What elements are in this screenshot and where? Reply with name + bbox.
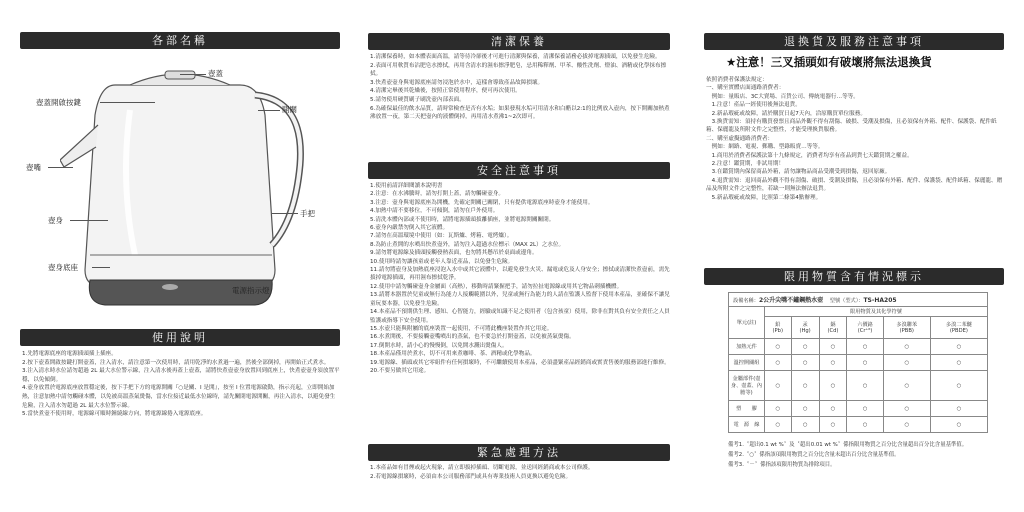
emergency-item: 1.本產品如有冒煙或起火現象，請立即拔掉插頭、切斷電源，並送回經銷商或本公司修護。 bbox=[370, 465, 594, 471]
unit-header: 單元(註) bbox=[729, 307, 765, 339]
device-label: 設備名稱： bbox=[733, 298, 759, 304]
returns-item: 依照消費者保護法規定： bbox=[706, 77, 768, 83]
note-item: 備考1.〝超出0.1 wt %〞及〝超出0.01 wt %〞係指限用物質之百分比含量超出百分比含量基準值。 bbox=[728, 442, 968, 448]
cleaning-item: 6.為確保最佳的飲水品質，請時常檢查是否有水垢；如果發現水垢可用清水和白醋以2:1的比例放入壺內，按下開關加熱煮沸放置一夜，第二天把壺內的液體倒掉，再用清水煮沸1~2次即可。 bbox=[370, 105, 670, 121]
safety-item: 12.使用中請勿觸碰壺身金屬面（高熱），移動時請緊握把手，請勿拉扯電源線或用其它物品刺插機體。 bbox=[370, 283, 623, 290]
model-value: TS-HA205 bbox=[863, 297, 897, 304]
col-pb: 鉛 (Pb) bbox=[765, 317, 792, 339]
emergency-list bbox=[370, 464, 670, 481]
safety-item: 5.清洗本體內部或不使用時，請將電源插頭拔離插座，並將電源開關關閉。 bbox=[370, 216, 555, 223]
returns-item: 2.注意！鑑賞期，非試用期！ bbox=[706, 161, 785, 168]
safety-item: 7.請勿在高溫環境中使用（如：瓦斯爐、烤箱、電烤爐）。 bbox=[370, 233, 513, 240]
safety-item: 2.注意：在水沸騰時，請勿打開上蓋，請勿觸碰壺身。 bbox=[370, 191, 504, 198]
restricted-table-wrap bbox=[728, 292, 988, 433]
col-pbde: 多溴二苯醚 (PBDE) bbox=[930, 317, 987, 339]
safety-item: 17.倒開水時，請小心的慢慢倒，以免開水濺出燙傷人。 bbox=[370, 342, 508, 349]
safety-list bbox=[370, 182, 670, 375]
col-hg: 汞 (Hg) bbox=[791, 317, 819, 339]
safety-item: 20.不要另做其它用途。 bbox=[370, 367, 430, 374]
returns-item: 3.換貨需知：須持有購買發票且商品外觀不得有刮傷、破損、受潮及損傷，且必須保有外箱、配件、保護袋、配件紙箱、保麗龍及所附文件之完整性，才能受理換貨服務。 bbox=[706, 119, 997, 134]
label-handle: 手把 bbox=[300, 209, 315, 218]
safety-item: 14.本產品不預期供生理、感知、心智能力，經驗或知識不足之使用者（包含孩童）使用，除非在對其負有安全責任之人員監護或指導下安全使用。 bbox=[370, 309, 670, 324]
kettle-illustration bbox=[60, 55, 310, 315]
leader-indicator bbox=[180, 290, 230, 291]
note-item: 備考2.〝○〞係指該項限用物質之百分比含量未超出百分比含量基準值。 bbox=[728, 452, 900, 458]
restricted-table bbox=[728, 292, 988, 433]
label-lid: 壺蓋 bbox=[208, 69, 223, 78]
safety-item: 6.壺身內嚴禁勿倒入其它液體。 bbox=[370, 225, 449, 232]
leader-lid bbox=[180, 74, 206, 75]
leader-switch bbox=[258, 110, 280, 111]
leader-base bbox=[92, 267, 110, 268]
leader-spout bbox=[48, 167, 73, 168]
leader-lid-button bbox=[100, 102, 155, 103]
safety-item: 18.本產品僅用於煮水，切不可用來煮咖啡、茶、酒精或化學物品。 bbox=[370, 351, 536, 358]
returns-item: 5.新品瑕疵或故障，比照第二條第4點辦理。 bbox=[706, 194, 822, 201]
parts-header: 各部名稱 bbox=[20, 32, 340, 49]
safety-item: 11.請勿將壺身及加熱底座浸泡入水中或其它液體中，以避免發生火災、漏電或危及人身安全；擦拭或清潔快煮壺前，需先拔掉電源插頭，再用濕布擦拭乾淨。 bbox=[370, 267, 670, 282]
safety-header: 安全注意事項 bbox=[368, 162, 670, 179]
safety-item: 4.加熱中請不要移位，不可傾倒，請勿在戶外使用。 bbox=[370, 208, 499, 215]
safety-item: 19.電源線、插頭或其它零組件有任何損壞時，不可繼續使用本產品，必須盡緊產品經銷商或實責售後的服務部進行維修。 bbox=[370, 359, 670, 366]
returns-list bbox=[706, 76, 1004, 202]
label-base: 壺身底座 bbox=[48, 263, 78, 272]
usage-item: 4.壺身放置於電源底座放置穩定後，按下手把下方的電源開關『○是關、I 是開』，按至 I 位置電源啟動，指示亮起，立即開始加熱，注意加熱中請勿觸碰本體，以免被高溫蒸氣燙傷，當水位接近最低水位線時，請先關閉電源開關，再注入清水，以避免發生危險，注入清水勿超過 2L 最大水位警示線。 bbox=[22, 385, 336, 409]
cleaning-item: 5.請勿使用硬質刷子刷洗壺內部表面。 bbox=[370, 96, 465, 103]
safety-item: 8.為防止煮開的水噴出快煮壺外，請勿注入超過水位標示（MAX 2L）之水位。 bbox=[370, 241, 565, 248]
emergency-item: 2.若電源線損壞時，必須由本公司服務部門或具有專業技術人員更換以避免危險。 bbox=[370, 473, 572, 480]
usage-item: 3.注入清水時水位請勿超過 2L 最大水位警示線，注入清水後再蓋上壺蓋，請將快煮壺壺身放置回到底座上，快煮壺壺身須放置平穩，以免傾倒。 bbox=[22, 368, 340, 383]
table-row: 溫控開關組 ○ ○ ○ ○ ○ ○ bbox=[729, 355, 988, 371]
table-row: 塑 膠 ○ ○ ○ ○ ○ ○ bbox=[729, 401, 988, 417]
table-row: 加熱元件 ○ ○ ○ ○ ○ ○ bbox=[729, 339, 988, 355]
leader-body bbox=[70, 220, 108, 221]
note-item: 備考3.〝－〞係指該項限用物質為排除項目。 bbox=[728, 462, 836, 468]
label-body: 壺身 bbox=[48, 216, 63, 225]
table-row: 金屬部件(壺身、壺蓋、內膽等) ○ ○ ○ ○ ○ ○ bbox=[729, 371, 988, 401]
cleaning-item: 3.快煮壺壺身與電源底座請勿浸泡於水中，這樣會導致產品故障損壞。 bbox=[370, 79, 544, 86]
leader-handle bbox=[272, 213, 298, 214]
plug-warning: ★注意！三叉插頭如有破壞將無法退換貨 bbox=[726, 55, 932, 69]
usage-item: 1.先將電源底座的電源插頭插上插座。 bbox=[22, 351, 117, 357]
safety-item: 3.注意：壺身與電源底座為開機，先確定開關已關閉，只有提供電源底座時壺身才能使用。 bbox=[370, 199, 594, 206]
col-cd: 鎘 (Cd) bbox=[819, 317, 847, 339]
label-lid-button: 壺蓋開啟按鍵 bbox=[36, 98, 81, 107]
returns-header: 退換貨及服務注意事項 bbox=[704, 33, 1004, 50]
cleaning-header: 清潔保養 bbox=[368, 33, 670, 50]
col-cr6: 六價鉻 (Cr⁺⁶) bbox=[847, 317, 884, 339]
col-pbb: 多溴聯苯 (PBB) bbox=[883, 317, 930, 339]
label-spout: 壺嘴 bbox=[26, 163, 41, 172]
usage-item: 2.按下壺蓋開啟按鍵打開壺蓋，注入清水，請注意第一次使用時，請用乾淨的水煮過一遍，然後全部倒掉，再開始正式煮水。 bbox=[22, 359, 330, 366]
returns-item: 2.新品瑕疵或故障，請於購買日起7天內，洽原購買單位服務。 bbox=[706, 110, 866, 117]
returns-item: 3.在鑑賞期內保留商品外箱，請勿讓物品商品受潮受到損傷，返回原廠。 bbox=[706, 169, 891, 176]
usage-header: 使用說明 bbox=[20, 329, 340, 346]
safety-item: 13.請將本器置於兒童或無行為能力人接觸範圍以外，兒童或無行為能力的人請在監護人監督下使用本產品，並確保不讓兒童玩耍本器，以免發生危險。 bbox=[370, 292, 670, 307]
safety-item: 9.請勿將電源線及插頭接觸發熱表面，也勿將其懸吊於桌面或邊角。 bbox=[370, 250, 538, 257]
returns-item: 1.商用於消費者保護法第十九條規定，消費者均享有產品到貨七天鑑賞期之權益。 bbox=[706, 152, 913, 159]
safety-item: 10.使用時請勿讓孩童或老年人靠近產品，以免發生危險。 bbox=[370, 258, 514, 265]
cleaning-list bbox=[370, 53, 670, 122]
returns-item: 1.注意！產品一經使用後無法退貨。 bbox=[706, 102, 801, 109]
safety-item: 1.使用前請詳細閱讀本說明書 bbox=[370, 183, 443, 189]
emergency-header: 緊急處理方法 bbox=[368, 444, 670, 461]
label-indicator: 電源指示燈 bbox=[232, 286, 270, 295]
returns-item: 4.退貨需知：退回商品外觀不得有刮傷、破損、受潮及損傷，且必須保有外箱、配件、保護袋、配件紙箱、保麗龍、贈品及所附文件之完整性，若缺一則無法辦法退貨。 bbox=[706, 177, 1003, 193]
restricted-notes bbox=[728, 440, 990, 470]
model-label: 型號（型式）： bbox=[829, 298, 864, 304]
cleaning-item: 4.清潔完畢後其乾燥後，按照正常使用程序，便可再次使用。 bbox=[370, 88, 521, 95]
device-name: 2公升尖嘴不鏽鋼熱水壺 bbox=[758, 297, 824, 304]
returns-item: 例如：網路、電視、郵購、型錄販賣…等等。 bbox=[706, 144, 824, 151]
cleaning-item: 1.清潔保養時，如本體表面高溫，請等待冷卻後才可進行清潔與保養，清潔保養請務必拔掉電源插頭，以免發生危險。 bbox=[370, 54, 661, 60]
returns-item: 一、購至實體店面通路消費者： bbox=[706, 85, 785, 92]
device-row bbox=[729, 293, 988, 307]
table-row: 電 源 線 ○ ○ ○ ○ ○ ○ bbox=[729, 417, 988, 433]
returns-item: 二、購至虛擬通路消費者： bbox=[706, 135, 774, 142]
label-switch: 開關 bbox=[282, 105, 297, 114]
returns-item: 例如：量販店、3C大賣場、百貨公司、傳統電器行…等等。 bbox=[706, 93, 859, 100]
safety-item: 16.水煮開後，不要接觸壺嘴噴出的蒸氣，也不要急於打開壺蓋，以免被蒸氣燙傷。 bbox=[370, 334, 575, 341]
safety-item: 15.水壺只能與附屬的底座裝置一起使用，不可將此機座裝置作其它用途。 bbox=[370, 325, 553, 332]
substance-group-header: 限用物質及其化學符號 bbox=[765, 307, 988, 317]
usage-item: 5.當快煮壺不使用時，電源線可順時鐘繞線方向，將電源線捲入電源底座。 bbox=[22, 411, 207, 418]
restricted-header: 限用物質含有情況標示 bbox=[704, 268, 1004, 285]
usage-list bbox=[22, 350, 340, 419]
cleaning-item: 2.表面可用軟質布沾肥皂水擦拭，再用含清水的濕布擦淨肥皂，忌用稀釋劑、甲苯、酸性洗劑、燈油、酒精或化學抹布擦拭。 bbox=[370, 62, 667, 78]
